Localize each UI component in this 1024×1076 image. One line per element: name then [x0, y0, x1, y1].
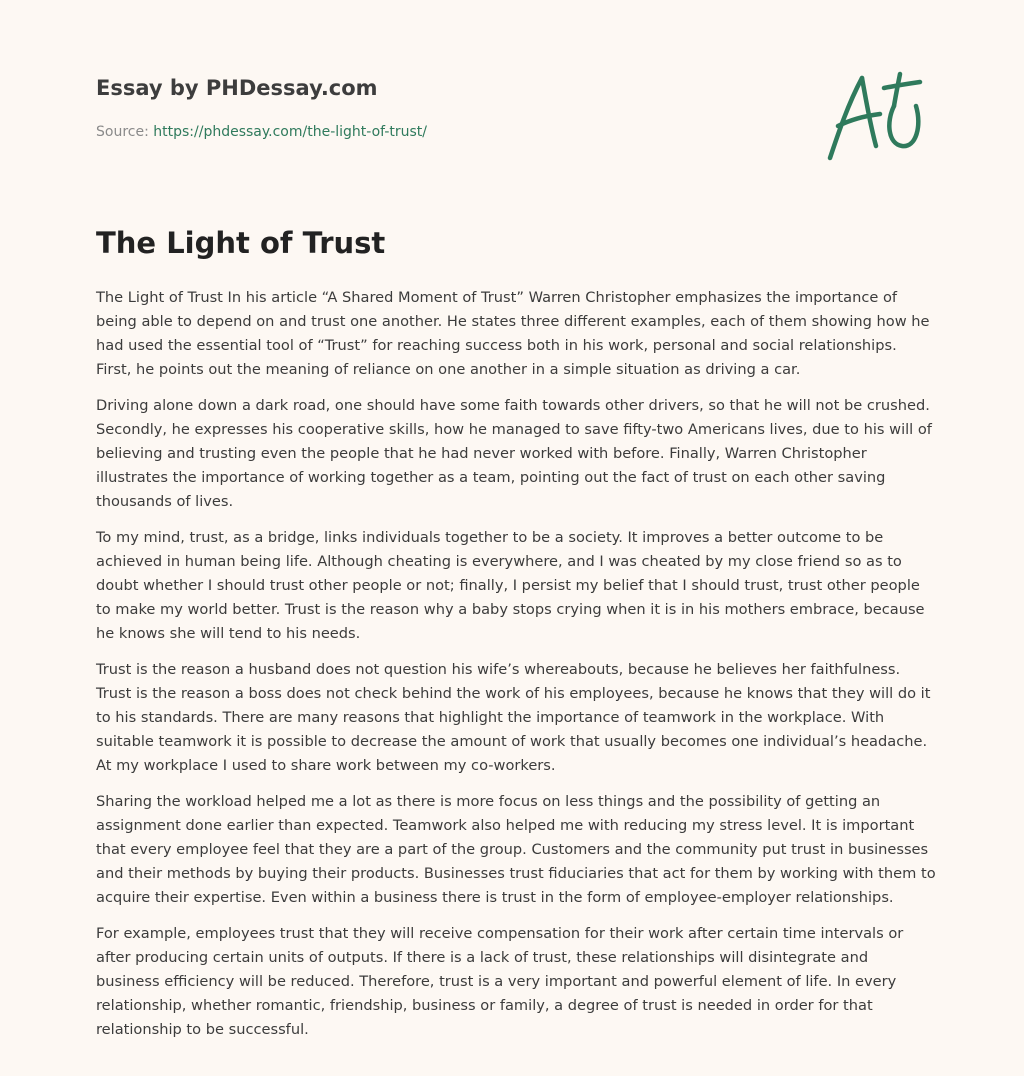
site-title: Essay by PHDessay.com — [96, 76, 378, 100]
essay-paragraph: For example, employees trust that they will receive compensation for their work after certain time intervals or after producing certain units of outputs. If there is a lack of trust, these relationships will disintegrate and business efficiency will be reduced. Therefore, trust is a very important and powerful element of life. In every relationship, whether romantic, friendship, business or family, a degree of trust is needed in order for that relationship to be successful. — [96, 925, 904, 1038]
essay-title: The Light of Trust — [96, 226, 386, 260]
essay-paragraph: The Light of Trust In his article “A Shared Moment of Trust” Warren Christopher emphasizes the importance of being able to depend on and trust one another. He states three different examples, each of them showing how he had used the essential tool of “Trust” for reaching success both in his work, personal and social relationships. First, he points out the meaning of reliance on one another in a simple situation as driving a car. — [96, 289, 930, 378]
source-link[interactable]: https://phdessay.com/the-light-of-trust/ — [153, 124, 427, 140]
a-plus-grade-icon — [824, 68, 928, 164]
essay-paragraph: Sharing the workload helped me a lot as there is more focus on less things and the possibility of getting an assignment done earlier than expected. Teamwork also helped me with reducing my stress level. It is important that every employee feel that they are a part of the group. Customers and the community put trust in businesses and their methods by buying their products. Businesses trust fiduciaries that act for them by working with them to acquire their expertise. Even within a business there is trust in the form of employee-employer relationships. — [96, 793, 936, 906]
essay-body — [96, 286, 936, 1054]
source-line — [96, 124, 427, 140]
essay-paragraph: Driving alone down a dark road, one should have some faith towards other drivers, so that he will not be crushed. Secondly, he expresses his cooperative skills, how he managed to save fifty-two Americans lives, due to his will of believing and trusting even the people that he had never worked with before. Finally, Warren Christopher illustrates the importance of working together as a team, pointing out the fact of trust on each other saving thousands of lives. — [96, 397, 932, 510]
essay-paragraph: To my mind, trust, as a bridge, links individuals together to be a society. It improves a better outcome to be achieved in human being life. Although cheating is everywhere, and I was cheated by my close friend so as to doubt whether I should trust other people or not; finally, I persist my belief that I should trust, trust other people to make my world better. Trust is the reason why a baby stops crying when it is in his mothers embrace, because he knows she will tend to his needs. — [96, 529, 925, 642]
essay-paragraph: Trust is the reason a husband does not question his wife’s whereabouts, because he believes her faithfulness. Trust is the reason a boss does not check behind the work of his employees, because he knows that they will do it to his standards. There are many reasons that highlight the importance of teamwork in the workplace. With suitable teamwork it is possible to decrease the amount of work that usually becomes one individual’s headache. At my workplace I used to share work between my co-workers. — [96, 661, 931, 774]
source-label: Source: — [96, 124, 154, 140]
